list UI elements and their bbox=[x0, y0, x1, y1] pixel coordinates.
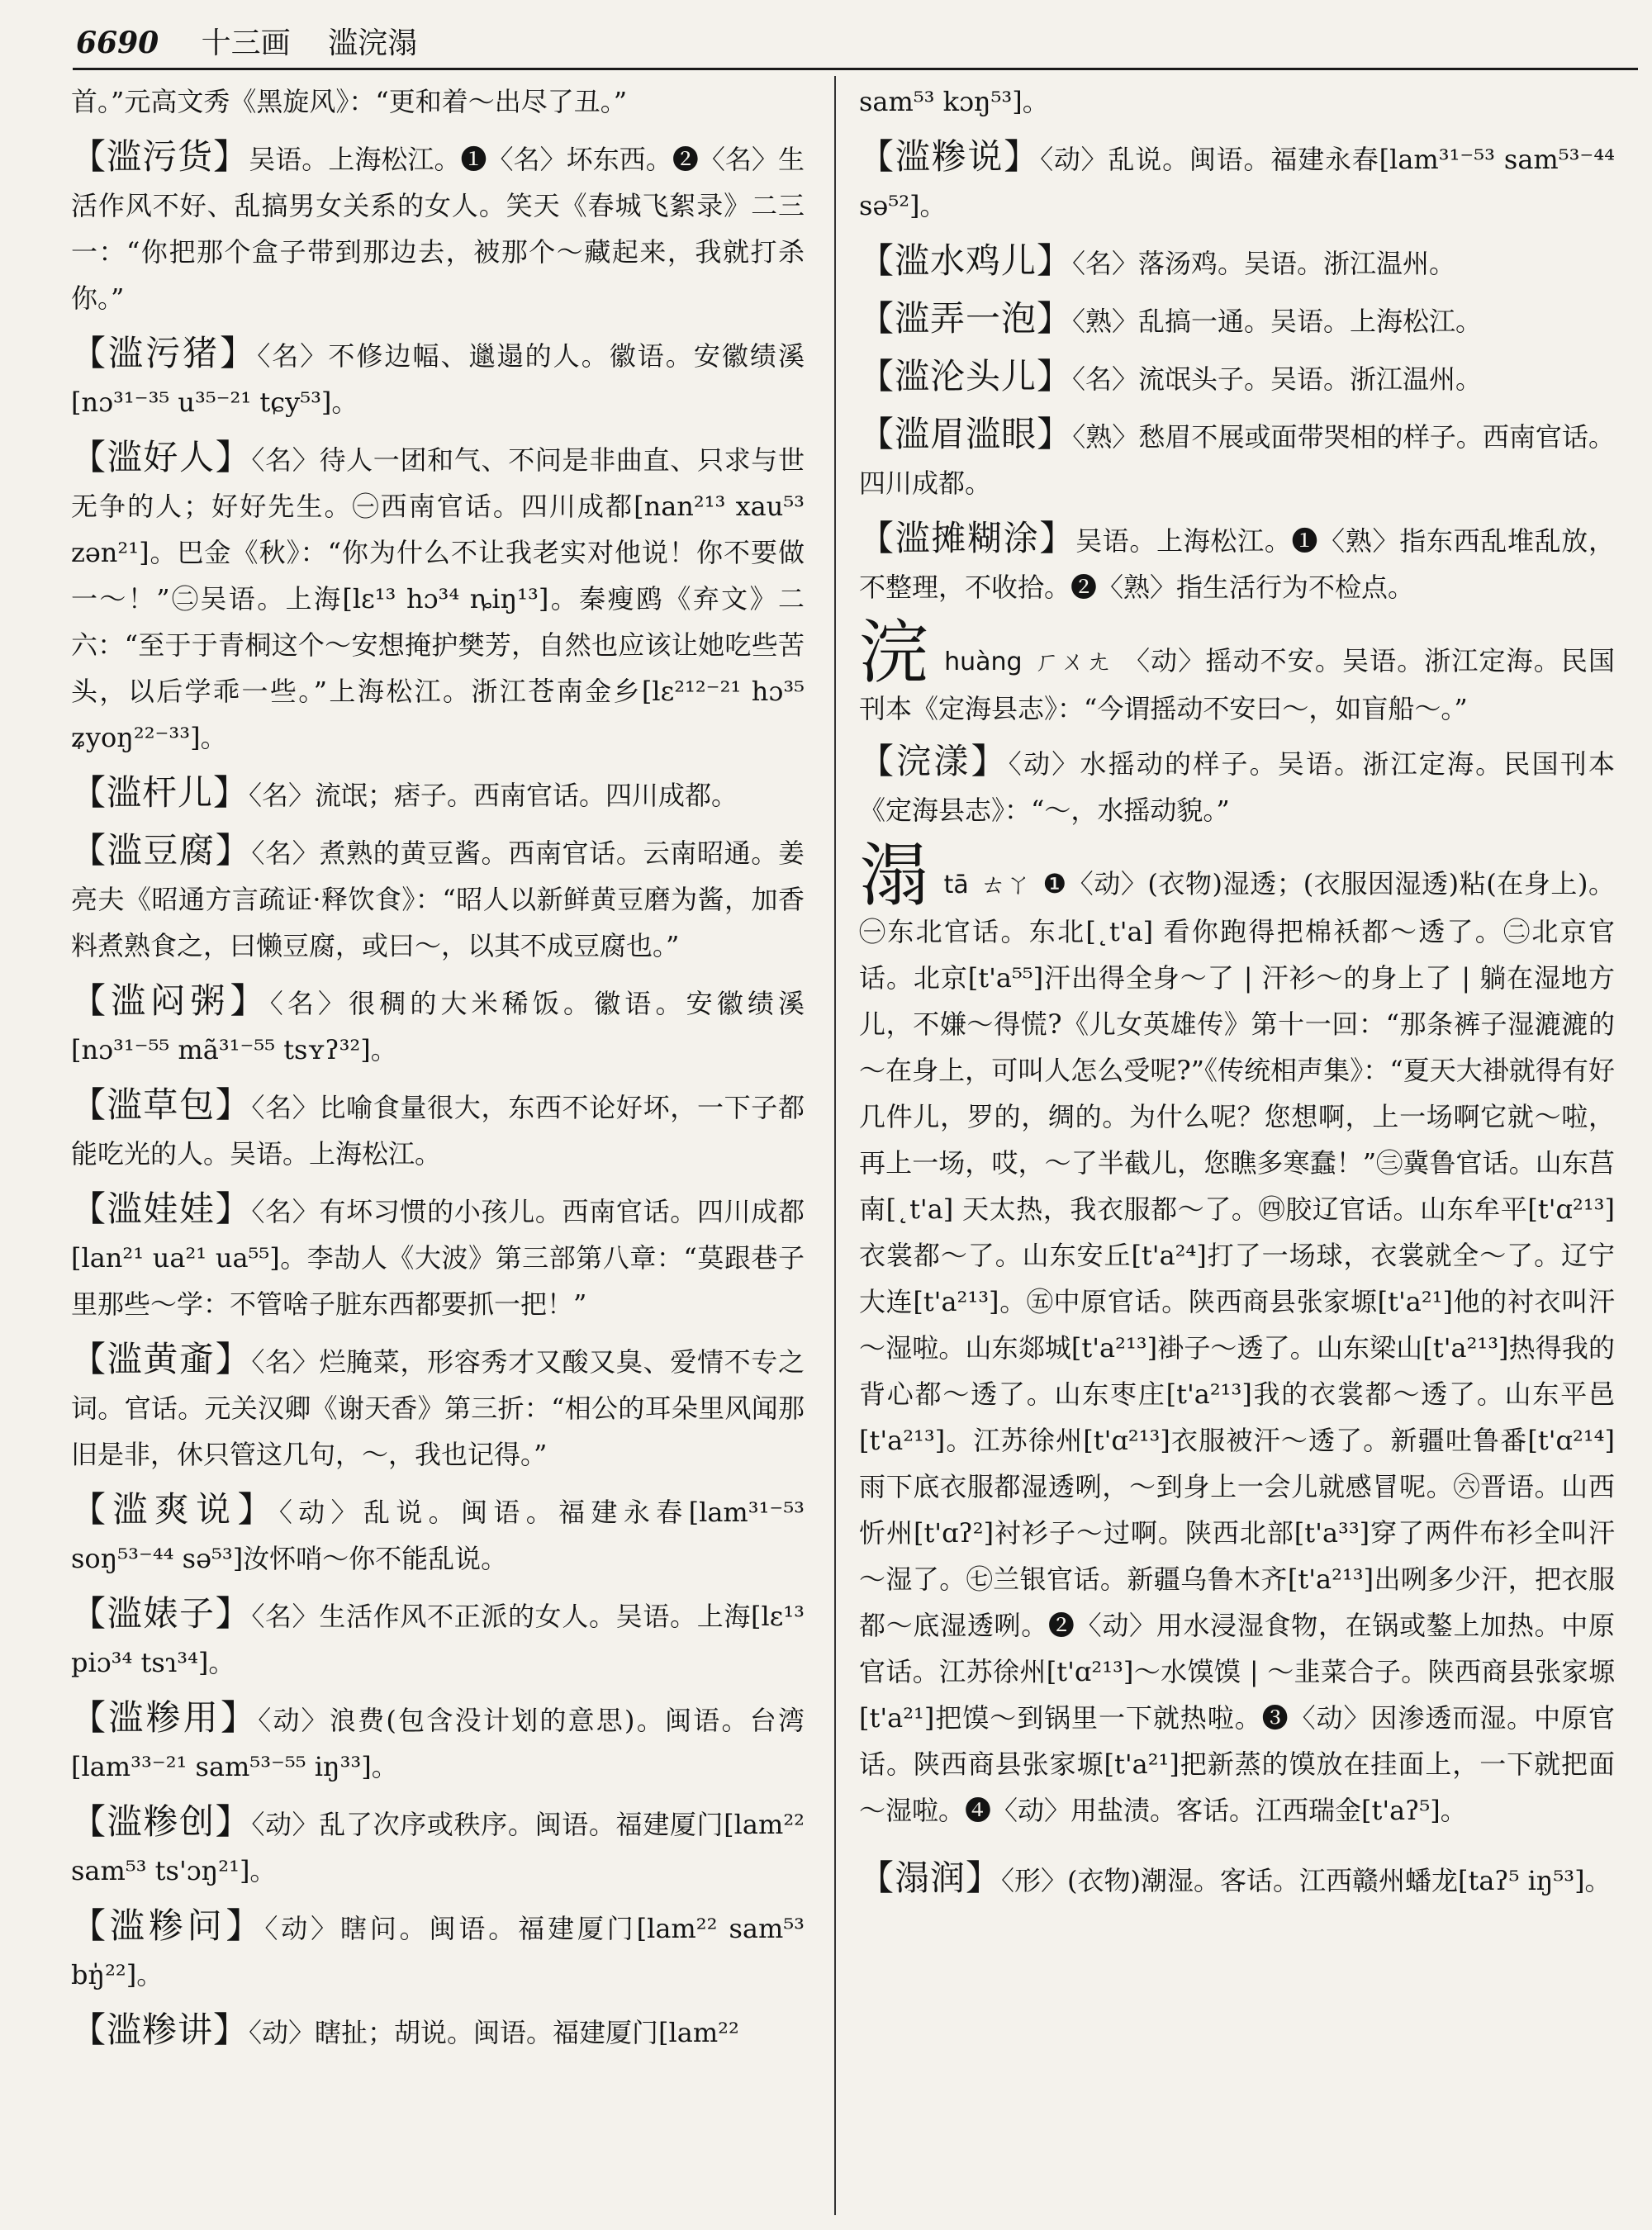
entry-definition: 首。”元高文秀《黑旋风》：“更和着～出尽了丑。” bbox=[71, 86, 628, 117]
entry-headword: 【浣漾】 bbox=[859, 741, 1009, 781]
dictionary-entry bbox=[71, 770, 805, 818]
page-characters: 滥浣溻 bbox=[328, 26, 418, 60]
zhuyin: ㄏㄨㄤ bbox=[1033, 648, 1113, 676]
entry-headword: 【滥糁说】 bbox=[859, 136, 1041, 177]
head-character: 浣 bbox=[859, 612, 930, 693]
entry-definition: 〈名〉流氓；痞子。西南官话。四川成都。 bbox=[249, 780, 738, 811]
entry-definition: 〈名〉很稠的大米稀饭。徽语。安徽绩溪[nɔ³¹⁻⁵⁵ mã³¹⁻⁵⁵ tsʏʔ³²]。 bbox=[71, 988, 805, 1065]
dictionary-entry bbox=[71, 1591, 805, 1686]
entry-definition: 〈形〉(衣物)潮湿。客话。江西赣州蟠龙[taʔ⁵ iŋ⁵³]。 bbox=[1001, 1865, 1612, 1896]
entry-headword: 【滥闷粥】 bbox=[71, 980, 270, 1021]
entry-definition: 〈名〉待人一团和气、不问是非曲直、只求与世无争的人；好好先生。㊀西南官话。四川成都[nan²¹³ xau⁵³ zən²¹]。巴金《秋》：“你为什么不让我老实对他说！你不要做一～！”㊁吴语。上海[lɛ¹³ hɔ³⁴ ȵiŋ¹³]。秦瘦鸥《弃文》二六：“至于于青桐这个～安想掩护樊芳，自然也应该让她吃些苦头，以后学乖一些。”上海松江。浙江苍南金乡[lɛ²¹²⁻²¹ hɔ³⁵ ʑyoŋ²²⁻³³]。 bbox=[71, 444, 805, 753]
dictionary-entry bbox=[859, 353, 1615, 402]
head-character-entry bbox=[859, 835, 1615, 1834]
dictionary-entry bbox=[859, 296, 1615, 344]
entry-headword: 【滥眉滥眼】 bbox=[859, 414, 1073, 454]
entry-headword: 【滥黄齑】 bbox=[71, 1339, 252, 1379]
entry-headword: 【滥沦头儿】 bbox=[859, 356, 1073, 396]
entry-definition: sam⁵³ kɔŋ⁵³]。 bbox=[859, 86, 1049, 117]
entry-definition: 〈动〉浪费(包含没计划的意思)。闽语。台湾[lam³³⁻²¹ sam⁵³⁻⁵⁵ iŋ³³]。 bbox=[71, 1705, 805, 1782]
right-column bbox=[859, 76, 1615, 1913]
entry-definition: 〈动〉瞎扯；胡说。闽语。福建厦门[lam²² bbox=[249, 2017, 739, 2048]
entry-definition: 〈动〉乱说。闽语。福建永春[lam³¹⁻⁵³ sam⁵³⁻⁴⁴ sə⁵²]。 bbox=[859, 144, 1615, 221]
entry-definition: 〈动〉水摇动的样子。吴语。浙江定海。民国刊本《定海县志》：“～，水摇动貌。” bbox=[859, 748, 1615, 826]
entry-headword: 【滥污货】 bbox=[71, 136, 249, 177]
pinyin: huàng bbox=[944, 648, 1023, 676]
header-rule bbox=[73, 68, 1638, 70]
dictionary-entry bbox=[71, 76, 805, 125]
dictionary-entry bbox=[859, 1855, 1615, 1904]
entry-definition: 〈熟〉乱搞一通。吴语。上海松江。 bbox=[1072, 306, 1483, 337]
entry-headword: 【滥娃娃】 bbox=[71, 1189, 252, 1229]
dictionary-entry bbox=[71, 1082, 805, 1177]
entry-headword: 【滥糁问】 bbox=[71, 1905, 265, 1946]
left-column bbox=[71, 76, 805, 2065]
head-character: 溻 bbox=[859, 835, 929, 916]
entry-definition: 〈名〉流氓头子。吴语。浙江温州。 bbox=[1072, 363, 1483, 395]
entry-definition: 〈名〉比喻食量很大，东西不论好坏，一下子都能吃光的人。吴语。上海松江。 bbox=[71, 1092, 805, 1170]
column-divider bbox=[834, 76, 836, 2215]
entry-definition: 〈名〉生活作风不正派的女人。吴语。上海[lɛ¹³ piɔ³⁴ tsɿ³⁴]。 bbox=[71, 1601, 805, 1678]
entry-definition: 〈名〉有坏习惯的小孩儿。西南官话。四川成都[lan²¹ ua²¹ ua⁵⁵]。李劼人《大波》第三部第八章：“莫跟巷子里那些～学：不管啥子脏东西都要抓一把！” bbox=[71, 1196, 805, 1320]
dictionary-entry bbox=[859, 238, 1615, 287]
entry-headword: 【滥糁创】 bbox=[71, 1801, 252, 1842]
entry-headword: 【滥摊糊涂】 bbox=[859, 518, 1076, 558]
entry-headword: 【滥弄一泡】 bbox=[859, 298, 1073, 339]
dictionary-entry bbox=[71, 1186, 805, 1327]
zhuyin: ㄊㄚ bbox=[980, 871, 1032, 899]
dictionary-entry bbox=[859, 738, 1615, 833]
dictionary-entry bbox=[71, 1695, 805, 1790]
dictionary-entry bbox=[859, 134, 1615, 229]
dictionary-entry bbox=[71, 1799, 805, 1894]
dictionary-entry bbox=[71, 828, 805, 969]
entry-definition: 〈熟〉愁眉不展或面带哭相的样子。西南官话。四川成都。 bbox=[859, 421, 1615, 499]
dictionary-entry bbox=[71, 330, 805, 425]
entry-headword: 【滥草包】 bbox=[71, 1084, 252, 1125]
entry-definition: 〈名〉落汤鸡。吴语。浙江温州。 bbox=[1072, 248, 1456, 279]
dictionary-entry bbox=[71, 978, 805, 1073]
entry-headword: 【滥水鸡儿】 bbox=[859, 240, 1073, 281]
running-head bbox=[76, 20, 1629, 66]
entry-definition: 〈名〉煮熟的黄豆酱。西南官话。云南昭通。姜亮夫《昭通方言疏证·释饮食》：“昭人以新鲜黄豆磨为酱，加香料煮熟食之，曰懒豆腐，或曰～，以其不成豆腐也。” bbox=[71, 837, 805, 961]
entry-definition: 〈名〉烂腌菜，形容秀才又酸又臭、爱情不专之词。官话。元关汉卿《谢天香》第三折：“相公的耳朵里风闻那旧是非，休只管这几句，～，我也记得。” bbox=[71, 1346, 805, 1470]
entry-definition: 吴语。上海松江。❶〈名〉坏东西。❷〈名〉生活作风不好、乱搞男女关系的女人。笑天《春城飞絮录》二三一：“你把那个盒子带到那边去，被那个～藏起来，我就打杀你。” bbox=[71, 144, 805, 314]
entry-headword: 【滥杆儿】 bbox=[71, 772, 249, 813]
dictionary-entry bbox=[859, 515, 1615, 610]
entry-definition: ❶〈动〉(衣物)湿透；(衣服因湿透)粘(在身上)。㊀东北官话。东北[˛t'a] 看你跑得把棉袄都～透了。㊁北京官话。北京[t'a⁵⁵]汗出得全身～了 | 汗衫～的身上了 | 躺在湿地方儿，不嫌～得慌?《儿女英雄传》第十一回：“那条裤子湿漉漉的～在身上，可叫人怎么受呢?”《传统相声集》：“夏天大褂就得有好几件儿，罗的，绸的。为什么呢？您想啊，上一场啊它就～啦，再上一场，哎，～了半截儿，您瞧多寒蠢！”㊂冀鲁官话。山东莒南[˛t'a] 天太热，我衣服都～了。㊃胶辽官话。山东牟平[t'ɑ²¹³]衣裳都～了。山东安丘[t'a²⁴]打了一场球，衣裳就全～了。辽宁大连[t'a²¹³]。㊄中原官话。陕西商县张家塬[t'a²¹]他的衬衣叫汗～湿啦。山东郯城[t'a²¹³]褂子～透了。山东梁山[t'a²¹³]热得我的背心都～透了。山东枣庄[t'a²¹³]我的衣裳都～透了。山东平邑[t'a²¹³]。江苏徐州[t'ɑ²¹³]衣服被汗～透了。新疆吐鲁番[t'ɑ²¹⁴]雨下底衣服都湿透咧，～到身上一会儿就感冒呢。㊅晋语。山西忻州[t'ɑʔ²]衬衫子～过啊。陕西北部[t'a³³]穿了两件布衫全叫汗～湿了。㊆兰银官话。新疆乌鲁木齐[t'a²¹³]出咧多少汗，把衣服都～底湿透咧。❷〈动〉用水浸湿食物，在锅或鏊上加热。中原官话。江苏徐州[t'ɑ²¹³]～水馍馍 | ～韭菜合子。陕西商县张家塬[t'a²¹]把馍～到锅里一下就热啦。❸〈动〉因渗透而湿。中原官话。陕西商县张家塬[t'a²¹]把新蒸的馍放在挂面上，一下就把面～湿啦。❹〈动〉用盐渍。客话。江西瑞金[t'aʔ⁵]。 bbox=[859, 868, 1615, 1826]
entry-definition: 〈动〉摇动不安。吴语。浙江定海。民国刊本《定海县志》：“今谓摇动不安曰～，如盲船～。” bbox=[859, 645, 1615, 724]
entry-headword: 【滥爽说】 bbox=[71, 1489, 279, 1530]
entry-headword: 【滥糁用】 bbox=[71, 1697, 259, 1738]
entry-headword: 【滥糁讲】 bbox=[71, 2009, 249, 2050]
dictionary-entry bbox=[859, 411, 1615, 506]
entry-headword: 【滥豆腐】 bbox=[71, 830, 252, 871]
dictionary-entry bbox=[71, 434, 805, 761]
entry-headword: 【滥好人】 bbox=[71, 437, 252, 477]
stroke-section: 十三画 bbox=[201, 26, 291, 60]
entry-definition: 〈动〉瞎问。闽语。福建厦门[lam²² sam⁵³ bŋ̍²²]。 bbox=[71, 1913, 805, 1990]
page-number: 6690 bbox=[76, 26, 159, 60]
dictionary-entry bbox=[71, 2007, 805, 2056]
dictionary-entry bbox=[71, 1336, 805, 1478]
entry-definition: 〈动〉乱说。闽语。福建永春[lam³¹⁻⁵³ soŋ⁵³⁻⁴⁴ sə⁵³]汝怀哨～你不能乱说。 bbox=[71, 1497, 805, 1574]
entry-headword: 【滥婊子】 bbox=[71, 1593, 252, 1634]
entry-definition: 〈名〉不修边幅、邋遢的人。徽语。安徽绩溪[nɔ³¹⁻³⁵ u³⁵⁻²¹ tɕy⁵³]。 bbox=[71, 340, 805, 418]
entry-headword: 【溻润】 bbox=[859, 1858, 1002, 1898]
dictionary-entry bbox=[859, 76, 1615, 125]
dictionary-entry bbox=[71, 1903, 805, 1998]
entry-definition: 〈动〉乱了次序或秩序。闽语。福建厦门[lam²² sam⁵³ ts'ɔŋ²¹]。 bbox=[71, 1809, 805, 1886]
entry-headword: 【滥污猪】 bbox=[71, 333, 258, 373]
dictionary-entry bbox=[71, 134, 805, 321]
entry-definition: 吴语。上海松江。❶〈熟〉指东西乱堆乱放，不整理，不收拾。❷〈熟〉指生活行为不检点。 bbox=[859, 525, 1615, 603]
pinyin: tā bbox=[943, 871, 969, 899]
head-character-entry bbox=[859, 612, 1615, 732]
dictionary-entry bbox=[71, 1487, 805, 1582]
